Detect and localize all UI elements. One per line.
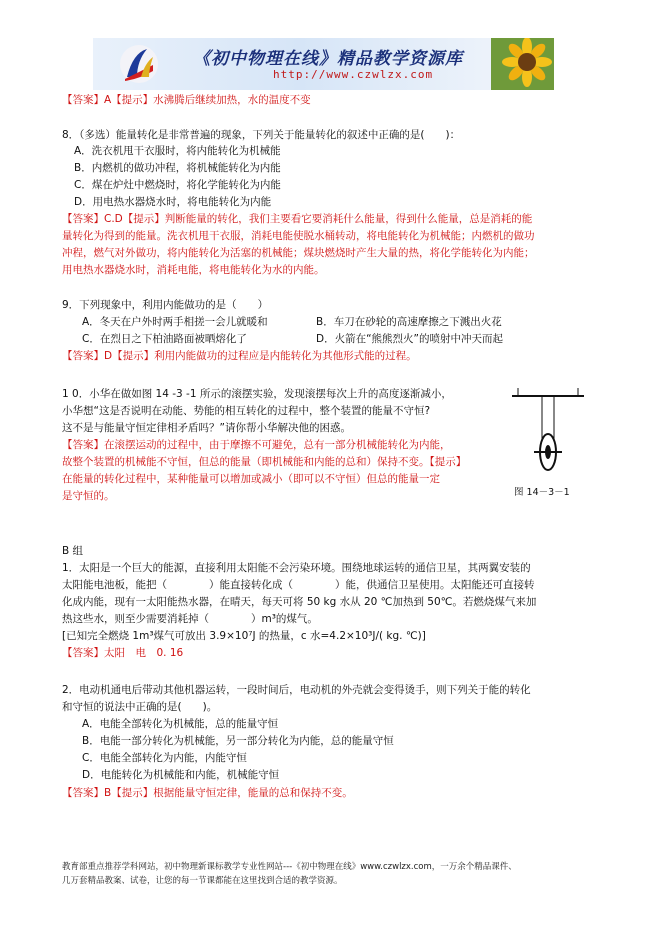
q10-answer-line: 【答案】在滚摆运动的过程中，由于摩擦不可避免，总有一部分机械能转化为内能，	[62, 439, 451, 451]
q8-option-d: D．用电热水器烧水时，将电能转化为内能	[74, 196, 272, 208]
q10-answer-line: 故整个装置的机械能不守恒，但总的能量（即机械能和内能的总和）保持不变。【提示】	[62, 456, 467, 468]
footer-line: 几万套精品教案、试卷，让您的每一节课都能在这里找到合适的教学资源。	[62, 876, 343, 886]
banner-title: 《初中物理在线》精品教学资源库	[193, 49, 463, 69]
b1-answer: 【答案】太阳 电 0. 16	[62, 647, 184, 659]
b2-answer: 【答案】B【提示】根据能量守恒定律，能量的总和保持不变。	[62, 787, 353, 799]
b2-stem-line: 2．电动机通电后带动其他机器运转，一段时间后，电动机的外壳就会变得烫手，则下列关于能的转化	[62, 684, 531, 696]
q10-answer-line: 是守恒的。	[62, 490, 115, 502]
header-banner	[93, 38, 554, 90]
maxwell-pendulum-figure	[508, 388, 588, 498]
q8-stem: 8．（多选）能量转化是非常普遍的现象，下列关于能量转化的叙述中正确的是( )：	[62, 129, 461, 141]
q10-stem-line: 1 0．小华在做如图 14 -3 -1 所示的滚摆实验，发现滚摆每次上升的高度逐渐减小，	[62, 388, 452, 400]
footer-line: 教育部重点推荐学科网站，初中物理新课标教学专业性网站---《初中物理在线》www.czwlzx.com，一万余个精品课件、	[62, 862, 517, 872]
b2-option-b: B．电能一部分转化为机械能，另一部分转化为内能，总的能量守恒	[82, 735, 394, 747]
page-footer	[62, 860, 517, 888]
site-logo-icon	[119, 43, 159, 85]
b2-option-d: D．电能转化为机械能和内能，机械能守恒	[82, 769, 280, 781]
q9-option-b: B．车刀在砂轮的高速摩擦之下溅出火花	[316, 316, 502, 328]
q9-stem: 9．下列现象中，利用内能做功的是（ ）	[62, 299, 269, 311]
figure-caption: 图 14－3－1	[514, 487, 570, 498]
q10-answer-line: 在能量的转化过程中，某种能量可以增加或减小（即可以不守恒）但总的能量一定	[62, 473, 440, 485]
b2-option-a: A．电能全部转化为机械能，总的能量守恒	[82, 718, 279, 730]
q9-option-c: C．在烈日之下柏油路面被晒熔化了	[82, 333, 247, 345]
q10-stem-line: 小华想“这是否说明在动能、势能的相互转化的过程中，整个装置的能量不守恒?	[62, 405, 431, 417]
sunflower-icon	[491, 38, 554, 90]
q8-option-b: B．内燃机的做功冲程，将机械能转化为内能	[74, 162, 281, 174]
q8-option-c: C．煤在炉灶中燃烧时，将化学能转化为内能	[74, 179, 281, 191]
q9-option-d: D．火箭在“熊熊烈火”的喷射中冲天而起	[316, 333, 503, 345]
b1-stem-line: [已知完全燃烧 1m³煤气可放出 3.9×10⁷J 的热量，c 水=4.2×10³J/( kg. ℃)]	[62, 630, 426, 642]
q8-answer-line: 【答案】C.D【提示】判断能量的转化，我们主要看它要消耗什么能量，得到什么能量，总是消耗的能	[62, 213, 533, 225]
b1-stem-line: 化成内能，现有一太阳能热水器，在晴天，每天可将 50 kg 水从 20 ℃加热到 50℃。若燃烧煤气来加	[62, 596, 537, 608]
banner-url[interactable]: http://www.czwlzx.com	[273, 68, 434, 81]
q9-option-a: A．冬天在户外时两手相搓一会儿就暖和	[82, 316, 268, 328]
b1-stem-line: 热这些水，则至少需要消耗掉（ ）m³的煤气。	[62, 613, 318, 625]
section-b-heading: B 组	[62, 545, 84, 557]
b1-stem-line: 太阳能电池板，能把（ ）能直接转化成（ ）能，供通信卫星使用。太阳能还可直接转	[62, 579, 535, 591]
q7-answer: 【答案】A【提示】水沸腾后继续加热，水的温度不变	[62, 94, 311, 106]
q8-answer-line: 量转化为得到的能量。洗衣机甩干衣服，消耗电能使脱水桶转动，将电能转化为机械能；内燃机的做功	[62, 230, 535, 242]
b2-stem-line: 和守恒的说法中正确的是( )。	[62, 701, 218, 713]
b2-option-c: C．电能全部转化为内能，内能守恒	[82, 752, 247, 764]
q10-stem-line: 这不是与能量守恒定律相矛盾吗？”请你帮小华解决他的困惑。	[62, 422, 351, 434]
q8-option-a: A．洗衣机甩干衣服时，将内能转化为机械能	[74, 145, 281, 157]
b1-stem-line: 1．太阳是一个巨大的能源，直接利用太阳能不会污染环境。围绕地球运转的通信卫星，其两翼安装的	[62, 562, 531, 574]
q8-answer-line: 冲程，燃气对外做功，将内能转化为活塞的机械能；煤块燃烧时产生大量的热，将化学能转化为内能；	[62, 247, 535, 259]
q9-answer: 【答案】D【提示】利用内能做功的过程应是内能转化为其他形式能的过程。	[62, 350, 417, 362]
q8-answer-line: 用电热水器烧水时，消耗电能，将电能转化为水的内能。	[62, 264, 325, 276]
